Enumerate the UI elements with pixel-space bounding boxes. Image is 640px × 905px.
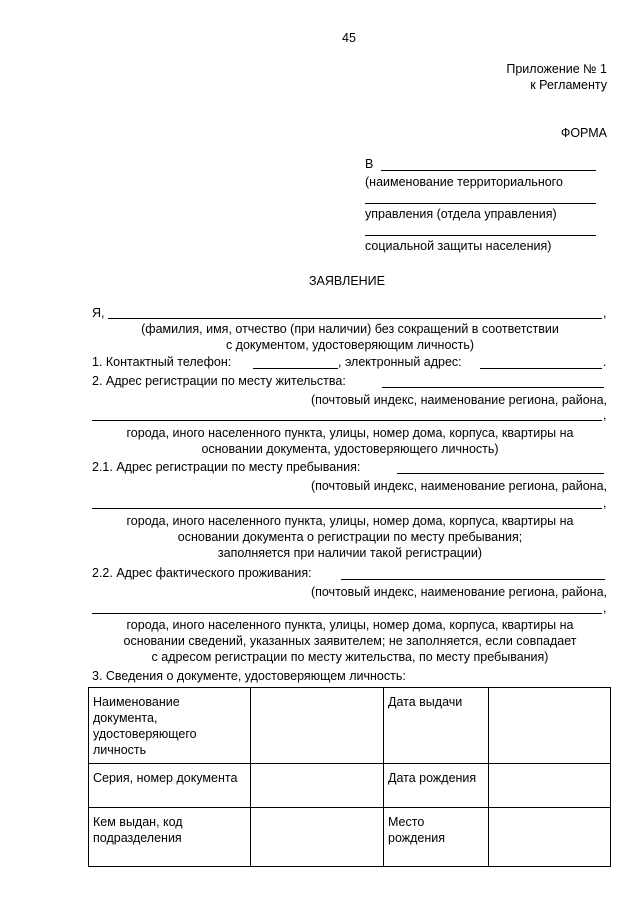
item2-field-1[interactable]: [382, 387, 604, 388]
issued-by-field[interactable]: [251, 808, 384, 867]
item22-hint-4: с адресом регистрации по месту жительства, по месту пребывания): [151, 650, 549, 664]
doc-name-field[interactable]: [251, 688, 384, 764]
phone-label: 1. Контактный телефон:: [92, 355, 232, 369]
item2-comma: ,: [603, 408, 607, 422]
item2-hint-1: (почтовый индекс, наименование региона, района,: [310, 393, 607, 407]
item22-field-1[interactable]: [341, 579, 605, 580]
table-row: [89, 688, 611, 764]
series-number-label: Серия, номер документа: [89, 764, 251, 808]
birth-place-field[interactable]: [489, 808, 611, 867]
phone-field[interactable]: [253, 368, 338, 369]
applicant-hint-1: (фамилия, имя, отчество (при наличии) без сокращений в соответствии: [141, 322, 559, 336]
series-number-field[interactable]: [251, 764, 384, 808]
email-field[interactable]: [480, 368, 602, 369]
item2-hint-2: города, иного населенного пункта, улицы, номер дома, корпуса, квартиры на: [126, 426, 574, 440]
recipient-hint-3: социальной защиты населения): [365, 239, 552, 253]
table-row: [89, 764, 611, 808]
email-label: , электронный адрес:: [338, 355, 462, 369]
applicant-name-field[interactable]: [108, 318, 602, 319]
item21-hint-1: (почтовый индекс, наименование региона, района,: [310, 479, 607, 493]
annex-line-1: Приложение № 1: [506, 62, 607, 76]
applicant-comma: ,: [603, 306, 607, 320]
item21-hint-3: основании документа о регистрации по месту пребывания;: [177, 530, 523, 544]
document-title: ЗАЯВЛЕНИЕ: [309, 274, 386, 288]
item1-end: .: [603, 355, 607, 369]
item21-field-1[interactable]: [397, 473, 604, 474]
recipient-hint-1: (наименование территориального: [365, 175, 563, 189]
item2-field-2[interactable]: [92, 420, 602, 421]
identity-document-table: [88, 687, 611, 867]
recipient-field-2[interactable]: [365, 203, 596, 204]
recipient-prefix: В: [365, 157, 374, 171]
issue-date-label: Дата выдачи: [384, 688, 489, 764]
item2-hint-3: основании документа, удостоверяющего личность): [201, 442, 499, 456]
item21-hint-4: заполняется при наличии такой регистрации): [217, 546, 483, 560]
item21-label: 2.1. Адрес регистрации по месту пребывания:: [92, 460, 361, 474]
page-number: 45: [342, 31, 356, 45]
item21-field-2[interactable]: [92, 508, 602, 509]
item22-comma: ,: [603, 601, 607, 615]
recipient-hint-2: управления (отдела управления): [365, 207, 557, 221]
item22-hint-3: основании сведений, указанных заявителем; не заполняется, если совпадает: [123, 634, 577, 648]
recipient-field-1[interactable]: [381, 170, 596, 171]
item3-label: 3. Сведения о документе, удостоверяющем личность:: [92, 669, 406, 683]
item2-label: 2. Адрес регистрации по месту жительства:: [92, 374, 346, 388]
birth-date-label: Дата рождения: [384, 764, 489, 808]
recipient-field-3[interactable]: [365, 235, 596, 236]
item22-field-2[interactable]: [92, 613, 602, 614]
item21-hint-2: города, иного населенного пункта, улицы, номер дома, корпуса, квартиры на: [126, 514, 574, 528]
item22-hint-1: (почтовый индекс, наименование региона, района,: [310, 585, 607, 599]
item21-comma: ,: [603, 496, 607, 510]
birth-place-label: Место рождения: [384, 808, 489, 867]
birth-date-field[interactable]: [489, 764, 611, 808]
table-row: [89, 808, 611, 867]
doc-name-label: Наименование документа, удостоверяющего личность: [89, 688, 251, 764]
item22-hint-2: города, иного населенного пункта, улицы, номер дома, корпуса, квартиры на: [126, 618, 574, 632]
issue-date-field[interactable]: [489, 688, 611, 764]
form-label: ФОРМА: [560, 126, 607, 140]
applicant-hint-2: с документом, удостоверяющим личность): [225, 338, 475, 352]
item22-label: 2.2. Адрес фактического проживания:: [92, 566, 312, 580]
issued-by-label: Кем выдан, код подразделения: [89, 808, 251, 867]
annex-line-2: к Регламенту: [530, 78, 607, 92]
applicant-prefix: Я,: [92, 306, 105, 320]
